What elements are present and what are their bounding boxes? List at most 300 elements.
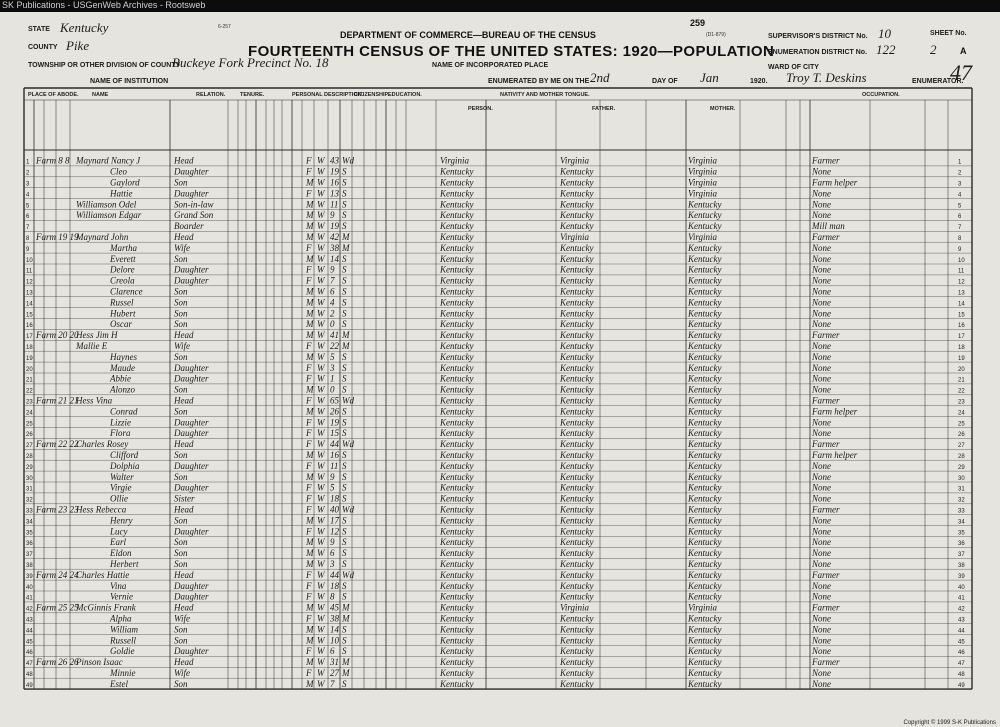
father-birthplace: Kentucky	[560, 515, 594, 526]
mother-birthplace: Kentucky	[688, 351, 722, 362]
dwelling-number: Farm 20 20	[36, 330, 79, 341]
race: W	[317, 297, 325, 308]
row-number: 43	[26, 617, 33, 624]
marital-status: S	[342, 351, 347, 362]
marital-status: S	[342, 166, 347, 177]
father-birthplace: Kentucky	[560, 351, 594, 362]
mother-birthplace: Kentucky	[688, 330, 722, 341]
row-number: 42	[26, 606, 33, 613]
row-number: 25	[26, 421, 33, 428]
race: W	[317, 319, 325, 330]
row-number-right: 14	[958, 301, 965, 308]
relationship: Head	[174, 439, 194, 450]
relationship: Head	[174, 155, 194, 166]
row-number: 7	[26, 225, 30, 232]
age: 9	[330, 210, 335, 221]
relationship: Son	[174, 471, 188, 482]
occupation: None	[812, 580, 831, 591]
father-birthplace: Kentucky	[560, 428, 594, 439]
row-number: 14	[26, 301, 33, 308]
sheet-side: A	[960, 46, 967, 56]
age: 18	[330, 493, 339, 504]
sex: F	[306, 668, 312, 678]
relationship: Son	[174, 635, 188, 646]
person-name: Hess Jim H	[76, 330, 118, 341]
row-number-right: 30	[958, 475, 965, 482]
birthplace: Kentucky	[440, 384, 474, 395]
marital-status: S	[342, 406, 347, 417]
father-birthplace: Kentucky	[560, 221, 594, 232]
occupation: Farmer	[812, 657, 840, 668]
mother-birthplace: Kentucky	[688, 308, 722, 319]
row-number: 26	[26, 432, 33, 439]
mother-birthplace: Kentucky	[688, 624, 722, 635]
marital-status: S	[342, 624, 347, 635]
person-name: Haynes	[110, 351, 137, 362]
relationship: Head	[174, 569, 194, 580]
relationship: Daughter	[174, 580, 209, 591]
row-number: 27	[26, 443, 33, 450]
person-name: Abbie	[110, 373, 131, 384]
sex: M	[306, 657, 314, 668]
race: W	[317, 460, 325, 471]
age: 9	[330, 471, 335, 482]
sex: F	[306, 460, 312, 471]
dwelling-number: Farm 24 24	[36, 569, 79, 580]
sex: M	[306, 537, 314, 548]
sex: F	[306, 373, 312, 384]
sex: M	[306, 559, 314, 569]
marital-status: S	[342, 319, 347, 330]
dwelling-number: Farm 8 8	[36, 155, 70, 166]
row-number: 20	[26, 366, 33, 373]
occupation: None	[812, 264, 831, 275]
person-name: Oscar	[110, 319, 132, 330]
mother-birthplace: Kentucky	[688, 242, 722, 253]
relationship: Head	[174, 657, 194, 668]
row-number: 6	[26, 214, 30, 221]
relationship: Head	[174, 602, 194, 613]
relationship: Daughter	[174, 428, 209, 439]
row-number-right: 24	[958, 410, 965, 417]
birthplace: Virginia	[440, 155, 469, 166]
row-number: 45	[26, 639, 33, 646]
form-number: 6-257	[218, 24, 231, 30]
age: 9	[330, 537, 335, 548]
relationship: Son	[174, 624, 188, 635]
father-birthplace: Kentucky	[560, 559, 594, 569]
race: W	[317, 569, 325, 580]
race: W	[317, 515, 325, 526]
age: 0	[330, 319, 335, 330]
occupation: None	[812, 199, 831, 210]
age: 44	[330, 439, 339, 450]
birthplace: Kentucky	[440, 177, 474, 188]
marital-status: S	[342, 253, 347, 264]
race: W	[317, 406, 325, 417]
person-name: Gaylord	[110, 177, 140, 188]
marital-status: S	[342, 297, 347, 308]
relationship: Daughter	[174, 482, 209, 493]
person-name: Virgie	[110, 482, 132, 493]
age: 27	[330, 668, 339, 678]
marital-status: S	[342, 275, 347, 286]
mother-birthplace: Kentucky	[688, 548, 722, 559]
age: 17	[330, 515, 339, 526]
age: 5	[330, 351, 335, 362]
father-birthplace: Kentucky	[560, 330, 594, 341]
marital-status: S	[342, 286, 347, 297]
row-number: 3	[26, 181, 30, 188]
mother-birthplace: Kentucky	[688, 439, 722, 450]
occupation: None	[812, 253, 831, 264]
birthplace: Kentucky	[440, 362, 474, 373]
marital-status: S	[342, 373, 347, 384]
person-name: Pinson Isaac	[76, 657, 123, 668]
mother-birthplace: Kentucky	[688, 406, 722, 417]
birthplace: Kentucky	[440, 221, 474, 232]
person-name: Hess Vina	[76, 395, 113, 406]
age: 15	[330, 428, 339, 439]
age: 44	[330, 569, 339, 580]
row-number: 32	[26, 497, 33, 504]
age: 6	[330, 548, 335, 559]
occupation: Farmer	[812, 569, 840, 580]
occupation: None	[812, 482, 831, 493]
occupation: Farm helper	[812, 450, 858, 460]
row-number-right: 25	[958, 421, 965, 428]
person-name: Cleo	[110, 166, 127, 177]
sex: F	[306, 341, 312, 351]
age: 9	[330, 264, 335, 275]
year-value: 1920.	[750, 78, 768, 85]
relationship: Head	[174, 395, 194, 406]
margin-number: 47	[950, 60, 972, 85]
occupation: None	[812, 559, 831, 569]
father-birthplace: Kentucky	[560, 373, 594, 384]
birthplace: Kentucky	[440, 330, 474, 341]
row-number: 40	[26, 584, 33, 591]
father-birthplace: Kentucky	[560, 242, 594, 253]
row-number-right: 46	[958, 650, 965, 657]
person-name: Ollie	[110, 493, 128, 504]
row-number-right: 2	[958, 170, 962, 177]
sex: M	[306, 351, 314, 362]
race: W	[317, 308, 325, 319]
marital-status: S	[342, 471, 347, 482]
person-name: Dolphia	[110, 460, 140, 471]
marital-status: S	[342, 199, 347, 210]
sex: M	[306, 515, 314, 526]
row-number-right: 3	[958, 181, 962, 188]
copyright-notice: Copyright © 1999 S-K Publications	[903, 720, 996, 726]
mother-birthplace: Kentucky	[688, 493, 722, 504]
row-number-right: 1	[958, 159, 962, 166]
mother-birthplace: Kentucky	[688, 395, 722, 406]
relationship: Daughter	[174, 275, 209, 286]
father-birthplace: Kentucky	[560, 177, 594, 188]
race: W	[317, 537, 325, 548]
birthplace: Kentucky	[440, 210, 474, 221]
enumerated-label: ENUMERATED BY ME ON THE	[488, 78, 590, 85]
birthplace: Kentucky	[440, 569, 474, 580]
birthplace: Kentucky	[440, 166, 474, 177]
row-number-right: 43	[958, 617, 965, 624]
mother-birthplace: Virginia	[688, 188, 717, 199]
birthplace: Kentucky	[440, 646, 474, 657]
age: 43	[330, 155, 339, 166]
birthplace: Kentucky	[440, 668, 474, 678]
mother-birthplace: Kentucky	[688, 657, 722, 668]
father-birthplace: Kentucky	[560, 286, 594, 297]
birthplace: Kentucky	[440, 504, 474, 515]
occupation: None	[812, 242, 831, 253]
race: W	[317, 232, 325, 242]
mother-birthplace: Kentucky	[688, 199, 722, 210]
birthplace: Kentucky	[440, 526, 474, 537]
birthplace: Kentucky	[440, 450, 474, 460]
occupation: None	[812, 526, 831, 537]
mother-birthplace: Kentucky	[688, 417, 722, 428]
mother-birthplace: Kentucky	[688, 504, 722, 515]
birthplace: Kentucky	[440, 624, 474, 635]
relationship: Daughter	[174, 362, 209, 373]
row-number-right: 48	[958, 672, 965, 678]
race: W	[317, 668, 325, 678]
state-label: STATE	[28, 26, 50, 33]
sex: F	[306, 264, 312, 275]
mother-birthplace: Kentucky	[688, 460, 722, 471]
sex: M	[306, 177, 314, 188]
sex: M	[306, 232, 314, 242]
row-number-right: 32	[958, 497, 965, 504]
marital-status: S	[342, 526, 347, 537]
occupation: Farm helper	[812, 177, 858, 188]
mother-birthplace: Virginia	[688, 602, 717, 613]
age: 0	[330, 384, 335, 395]
section-heading: PLACE OF ABODE.	[28, 92, 79, 98]
row-number: 46	[26, 650, 33, 657]
sex: F	[306, 591, 312, 602]
marital-status: S	[342, 362, 347, 373]
dwelling-number: Farm 25 25	[36, 602, 79, 613]
age: 38	[330, 242, 339, 253]
sex: F	[306, 428, 312, 439]
row-number-right: 18	[958, 345, 965, 351]
age: 3	[330, 362, 335, 373]
row-number: 37	[26, 552, 33, 559]
relationship: Wife	[174, 668, 190, 678]
row-number-right: 39	[958, 573, 965, 580]
section-heading: NAME	[92, 92, 109, 98]
person-name: Vernie	[110, 591, 133, 602]
occupation: None	[812, 591, 831, 602]
race: W	[317, 242, 325, 253]
birthplace: Kentucky	[440, 351, 474, 362]
row-number-right: 6	[958, 214, 962, 221]
marital-status: S	[342, 580, 347, 591]
county-value: Pike	[66, 38, 90, 53]
mother-birthplace: Kentucky	[688, 591, 722, 602]
row-number-right: 19	[958, 355, 965, 362]
age: 45	[330, 602, 339, 613]
race: W	[317, 504, 325, 515]
mother-birthplace: Virginia	[688, 166, 717, 177]
age: 41	[330, 330, 339, 341]
father-birthplace: Kentucky	[560, 264, 594, 275]
mother-birthplace: Kentucky	[688, 428, 722, 439]
occupation: None	[812, 668, 831, 678]
marital-status: Wd	[342, 504, 354, 515]
row-number: 49	[26, 682, 33, 689]
age: 65	[330, 395, 339, 406]
age: 19	[330, 166, 339, 177]
birthplace: Kentucky	[440, 439, 474, 450]
dwelling-number: Farm 23 23	[36, 504, 79, 515]
row-number-right: 8	[958, 236, 962, 242]
sex: F	[306, 275, 312, 286]
sex: M	[306, 297, 314, 308]
birthplace: Kentucky	[440, 678, 474, 689]
father-birthplace: Kentucky	[560, 537, 594, 548]
department-heading: DEPARTMENT OF COMMERCE—BUREAU OF THE CENSUS	[340, 30, 596, 40]
occupation: Farmer	[812, 232, 840, 242]
marital-status: Wd	[342, 439, 354, 450]
mother-birthplace: Kentucky	[688, 275, 722, 286]
marital-status: S	[342, 635, 347, 646]
relationship: Daughter	[174, 166, 209, 177]
relationship: Head	[174, 232, 194, 242]
birthplace: Kentucky	[440, 264, 474, 275]
person-name: Williamson Odel	[76, 199, 137, 210]
row-number: 15	[26, 312, 33, 319]
relationship: Son	[174, 559, 188, 569]
person-name: Maynard John	[76, 232, 129, 242]
township-label: TOWNSHIP OR OTHER DIVISION OF COUNTY	[28, 62, 181, 69]
occupation: None	[812, 624, 831, 635]
section-heading: PERSONAL DESCRIPTION.	[292, 92, 364, 98]
sex: F	[306, 580, 312, 591]
enumeration-district-value: 122	[876, 42, 896, 57]
occupation: None	[812, 460, 831, 471]
row-number-right: 9	[958, 246, 962, 253]
sex: F	[306, 417, 312, 428]
person-name: Charles Rosey	[76, 439, 129, 450]
person-name: Russel	[110, 297, 134, 308]
birthplace: Kentucky	[440, 188, 474, 199]
sex: M	[306, 319, 314, 330]
race: W	[317, 395, 325, 406]
father-birthplace: Virginia	[560, 602, 589, 613]
site-label: SK Publications - USGenWeb Archives - Rootsweb	[2, 0, 206, 10]
person-name: Russell	[110, 635, 136, 646]
row-number: 39	[26, 573, 33, 580]
occupation: Farmer	[812, 330, 840, 341]
row-number: 44	[26, 628, 33, 635]
row-number: 18	[26, 345, 33, 351]
father-birthplace: Virginia	[560, 155, 589, 166]
marital-status: S	[342, 188, 347, 199]
person-name: Lizzie	[110, 417, 132, 428]
race: W	[317, 428, 325, 439]
sex: F	[306, 166, 312, 177]
occupation: None	[812, 537, 831, 548]
relationship: Son	[174, 406, 188, 417]
race: W	[317, 341, 325, 351]
race: W	[317, 199, 325, 210]
row-number-right: 21	[958, 377, 965, 384]
father-birthplace: Kentucky	[560, 188, 594, 199]
nativity-subheading: PERSON.	[468, 106, 493, 112]
mother-birthplace: Kentucky	[688, 668, 722, 678]
mother-birthplace: Virginia	[688, 177, 717, 188]
marital-status: S	[342, 384, 347, 395]
day-value: 2nd	[590, 70, 610, 85]
father-birthplace: Kentucky	[560, 504, 594, 515]
mother-birthplace: Kentucky	[688, 362, 722, 373]
row-number-right: 28	[958, 454, 965, 460]
form-title: FOURTEENTH CENSUS OF THE UNITED STATES: 1920—POPULATION	[248, 43, 775, 60]
serial-number: 259	[690, 18, 706, 28]
marital-status: S	[342, 221, 347, 232]
sex: M	[306, 624, 314, 635]
relationship: Head	[174, 330, 194, 341]
occupation: None	[812, 613, 831, 624]
birthplace: Kentucky	[440, 537, 474, 548]
birthplace: Kentucky	[440, 428, 474, 439]
occupation: None	[812, 417, 831, 428]
mother-birthplace: Kentucky	[688, 482, 722, 493]
occupation: None	[812, 471, 831, 482]
race: W	[317, 253, 325, 264]
row-number: 4	[26, 192, 30, 199]
marital-status: M	[342, 242, 350, 253]
relationship: Son	[174, 253, 188, 264]
father-birthplace: Kentucky	[560, 580, 594, 591]
occupation: None	[812, 297, 831, 308]
marital-status: S	[342, 428, 347, 439]
birthplace: Kentucky	[440, 559, 474, 569]
row-number-right: 11	[958, 268, 965, 275]
race: W	[317, 591, 325, 602]
age: 42	[330, 232, 339, 242]
relationship: Wife	[174, 613, 190, 624]
relationship: Daughter	[174, 373, 209, 384]
row-number: 11	[26, 268, 33, 275]
row-number-right: 29	[958, 464, 965, 471]
nativity-subheading: MOTHER.	[710, 106, 736, 112]
occupation: None	[812, 362, 831, 373]
person-name: Clarence	[110, 286, 143, 297]
row-number-right: 17	[958, 334, 965, 341]
person-name: Mallie E	[76, 341, 108, 351]
row-number: 47	[26, 661, 33, 668]
father-birthplace: Kentucky	[560, 297, 594, 308]
person-name: Clifford	[110, 450, 139, 460]
row-number: 33	[26, 508, 33, 515]
month-value: Jan	[700, 70, 719, 85]
marital-status: S	[342, 537, 347, 548]
mother-birthplace: Virginia	[688, 155, 717, 166]
marital-status: S	[342, 515, 347, 526]
mother-birthplace: Kentucky	[688, 384, 722, 395]
age: 1	[330, 373, 335, 384]
birthplace: Kentucky	[440, 406, 474, 417]
father-birthplace: Kentucky	[560, 253, 594, 264]
father-birthplace: Kentucky	[560, 210, 594, 221]
row-number: 8	[26, 236, 30, 242]
person-name: Goldie	[110, 646, 135, 657]
